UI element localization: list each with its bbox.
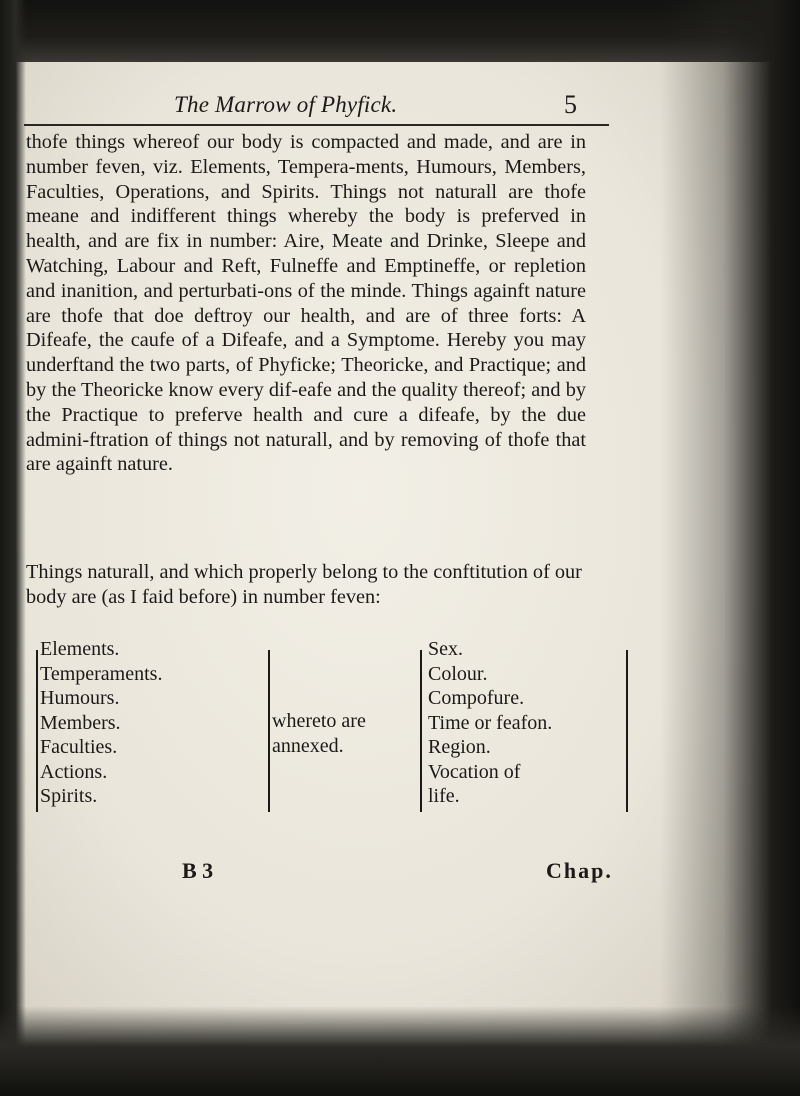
list-item: Elements. (40, 638, 120, 660)
page-number: 5 (564, 90, 577, 119)
list-item: Faculties. (40, 736, 118, 758)
paragraph-things-naturall-seven: Things naturall, and which properly belong to the conftitution of our body are (as I faid before) in number feven: (26, 561, 582, 608)
right-inner-brace (420, 650, 428, 812)
annexed-things-list (428, 637, 552, 809)
scan-edge-left (0, 0, 26, 1096)
connector-text-top: whereto are (272, 710, 366, 732)
list-item: Time or feafon. (428, 711, 553, 734)
running-title: The Marrow of Phyfick. (174, 92, 398, 117)
list-item: Actions. (40, 760, 108, 783)
list-item: Sex. (428, 638, 463, 660)
paragraph-things-naturall-overview: thofe things whereof our body is compacted and made, and are in number feven, viz. Elements, Tempera-ments, Humours, Members, Faculties, Operations, and Spirits. Things not naturall are thofe meane and indifferent things whereby the body is preferved in health, and are fix in number: Aire, Meate and Drinke, Sleepe and Watching, Labour and Reft, Fulneffe and Emptineffe, or repletion and inanition, and perturbati-ons of the minde. Things againft nature are thofe that doe deftroy our health, and are of three forts: A Difeafe, the caufe of a Difeafe, and a Symptome. Hereby you may underftand the two parts, of Phyficke; Theoricke, and Practique; and by the Theoricke know every dif-eafe and the quality thereof; and by the Practique to preferve health and cure a difeafe, by the due admini-ftration of things not naturall, and by removing of thofe that are againft nature. (26, 131, 586, 476)
catchword: Chap. (546, 858, 613, 883)
list-item: life. (428, 785, 460, 807)
middle-brace (262, 650, 270, 812)
header-rule (24, 124, 609, 126)
list-item: Region. (428, 736, 491, 758)
signature-mark: B 3 (182, 858, 214, 883)
scan-edge-bottom (0, 1006, 800, 1096)
scan-edge-right (660, 0, 800, 1096)
list-item: Compofure. (428, 687, 525, 709)
list-item: Vocation of (428, 760, 521, 783)
list-item: Temperaments. (40, 662, 163, 685)
list-item: Humours. (40, 687, 120, 709)
list-item: Colour. (428, 662, 488, 685)
naturall-things-list (40, 637, 162, 809)
right-outer-brace (620, 650, 628, 812)
list-item: Spirits. (40, 785, 98, 807)
list-item: Members. (40, 711, 121, 734)
connector-text-bottom: annexed. (272, 735, 344, 757)
running-header (24, 86, 584, 126)
